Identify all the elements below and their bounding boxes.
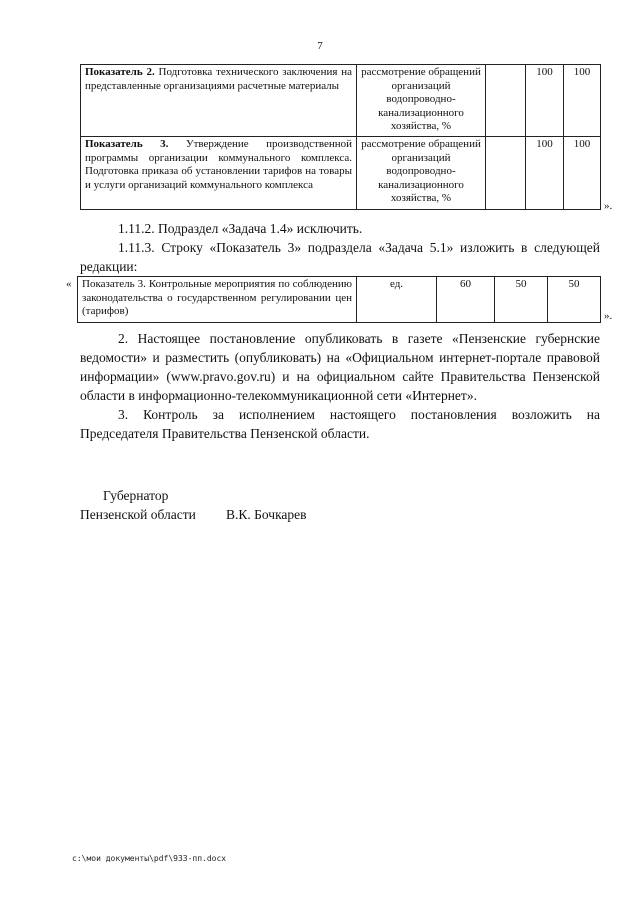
indicator-value: 100	[564, 137, 601, 210]
table1-close-quote: ».	[604, 200, 613, 212]
indicator-value: 60	[437, 277, 495, 323]
indicator-measure: рассмотрение обращений организаций водопроводно-канализационного хозяйства, %	[357, 137, 486, 210]
signature-name: В.К. Бочкарев	[226, 507, 307, 522]
indicator-value	[486, 137, 526, 210]
indicator-value	[486, 65, 526, 137]
signature-title: Губернатор	[103, 488, 169, 503]
paragraph-1-11-2: 1.11.2. Подраздел «Задача 1.4» исключить.	[118, 221, 363, 236]
paragraph-3: 3. Контроль за исполнением настоящего постановления возложить на Председателя Правительства Пензенской области.	[80, 407, 600, 441]
replacement-table	[77, 276, 601, 323]
indicator-value: 50	[548, 277, 601, 323]
indicator-value: 100	[526, 65, 564, 137]
indicator-value: 50	[495, 277, 548, 323]
indicator-table	[80, 64, 601, 210]
table-row	[81, 137, 601, 210]
indicator-description: Показатель 3. Утверждение производственной программы организации коммунального комплекса. Подготовка приказа об установлении тарифов на товары и услуги организаций коммунального комплекса	[81, 137, 357, 210]
indicator-description: Показатель 3. Контрольные мероприятия по соблюдению законодательства о государственном регулировании цен (тарифов)	[78, 277, 357, 323]
indicator-value: 100	[526, 137, 564, 210]
table-row	[81, 65, 601, 137]
table-row	[78, 277, 601, 323]
indicator-value: 100	[564, 65, 601, 137]
paragraph-1-11-3: 1.11.3. Строку «Показатель 3» подраздела «Задача 5.1» изложить в следующей редакции:	[80, 240, 600, 274]
indicator-unit: ед.	[357, 277, 437, 323]
table2-close-quote: ».	[604, 310, 613, 322]
paragraph-2: 2. Настоящее постановление опубликовать в газете «Пензенские губернские ведомости» и разместить (опубликовать) на «Официальном интернет-портале правовой информации» (www.pravo.gov.ru) и на официальном сайте Правительства Пензенской области в информационно-телекоммуникационной сети «Интернет».	[80, 331, 600, 403]
indicator-measure: рассмотрение обращений организаций водопроводно-канализационного хозяйства, %	[357, 65, 486, 137]
page-number: 7	[317, 40, 323, 52]
indicator-description: Показатель 2. Подготовка технического заключения на представленные организациями расчетные материалы	[81, 65, 357, 137]
signature-region: Пензенской области	[80, 507, 196, 522]
table2-open-quote: «	[66, 278, 72, 290]
file-path-footer: c:\мои документы\pdf\933-пп.docx	[72, 854, 227, 863]
